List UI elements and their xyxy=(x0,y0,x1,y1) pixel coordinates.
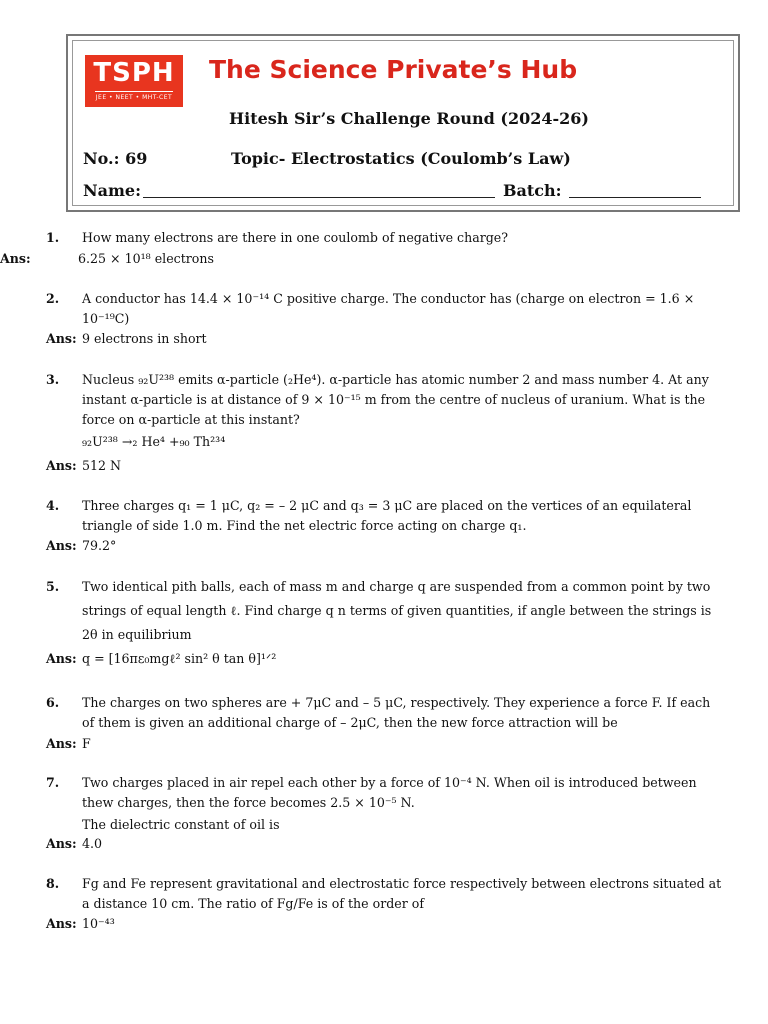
question-text: Two identical pith balls, each of mass m and charge q are suspended from a common point by two strings of equal length ℓ. Find charge q n terms of given quantities, if angle between the strings is 2θ in equilibrium xyxy=(82,579,712,642)
answer-value: F xyxy=(82,736,91,751)
answer-value: 6.25 × 10¹⁸ electrons xyxy=(78,251,214,266)
question-number: 7. xyxy=(46,775,60,790)
question-number: 5. xyxy=(46,579,60,594)
answer-label: Ans: xyxy=(46,538,77,553)
question-text: Two charges placed in air repel each other by a force of 10⁻⁴ N. When oil is introduced between thew charges, then the force becomes 2.5 × 10⁻⁵ N. xyxy=(82,775,697,810)
decay-equation: ₉₂U²³⁸ →₂ He⁴ +₉₀ Th²³⁴ xyxy=(82,434,226,449)
question-text: Fg and Fe represent gravitational and electrostatic force respectively between electrons situated at a distance 10 cm. The ratio of Fg/Fe is of the order of xyxy=(82,876,722,911)
question-text: Three charges q₁ = 1 μC, q₂ = – 2 μC and q₃ = 3 μC are placed on the vertices of an equilateral triangle of side 1.0 m. Find the net electric force acting on charge q₁. xyxy=(82,498,692,533)
answer-label: Ans: xyxy=(46,916,77,931)
question-text: A conductor has 14.4 × 10⁻¹⁴ C positive charge. The conductor has (charge on electron = 1.6 × 10⁻¹⁹C) xyxy=(82,291,695,326)
answer-label: Ans: xyxy=(46,458,77,473)
answer-value: 512 N xyxy=(82,458,122,473)
answer-label: Ans: xyxy=(46,736,77,751)
batch-blank-line xyxy=(569,197,701,198)
batch-label: Batch: xyxy=(503,181,562,200)
question-number: 3. xyxy=(46,372,60,387)
question-number: 8. xyxy=(46,876,60,891)
answer-value: 9 electrons in short xyxy=(82,331,207,346)
paper-number: No.: 69 xyxy=(83,149,148,168)
question-text: The charges on two spheres are + 7μC and – 5 μC, respectively. They experience a force F. If each of them is given an additional charge of – 2μC, then the new force attraction will be xyxy=(82,695,711,730)
question-text-continued: The dielectric constant of oil is xyxy=(82,817,280,832)
header-inner-border xyxy=(72,40,734,206)
answer-value: q = [16πε₀mgℓ² sin² θ tan θ]¹ᐟ² xyxy=(82,651,277,666)
challenge-title: Hitesh Sir’s Challenge Round (2024-26) xyxy=(229,109,589,128)
name-blank-line xyxy=(143,197,495,198)
answer-value: 79.2° xyxy=(82,538,117,553)
logo-text: TSPH xyxy=(93,58,175,88)
answer-value: 4.0 xyxy=(82,836,103,851)
tsph-logo xyxy=(85,55,183,107)
brand-title: The Science Private’s Hub xyxy=(209,55,578,84)
name-label: Name: xyxy=(83,181,142,200)
logo-subtext: JEE • NEET • MHT-CET xyxy=(95,94,173,101)
answer-label: Ans: xyxy=(46,651,77,666)
question-text: How many electrons are there in one coulomb of negative charge? xyxy=(82,230,508,245)
answer-label: Ans: xyxy=(0,251,31,266)
logo-divider xyxy=(95,91,173,92)
question-number: 4. xyxy=(46,498,60,513)
question-number: 2. xyxy=(46,291,60,306)
answer-label: Ans: xyxy=(46,331,77,346)
topic-title: Topic- Electrostatics (Coulomb’s Law) xyxy=(231,149,571,168)
header-box xyxy=(66,34,740,212)
answer-label: Ans: xyxy=(46,836,77,851)
question-number: 6. xyxy=(46,695,60,710)
question-text: Nucleus ₉₂U²³⁸ emits α-particle (₂He⁴). α-particle has atomic number 2 and mass number 4. At any instant α-particle is at distance of 9 × 10⁻¹⁵ m from the centre of nucleus of uranium. What is the force on α-particle at this instant? xyxy=(82,372,709,427)
answer-value: 10⁻⁴³ xyxy=(82,916,115,931)
question-number: 1. xyxy=(46,230,60,245)
